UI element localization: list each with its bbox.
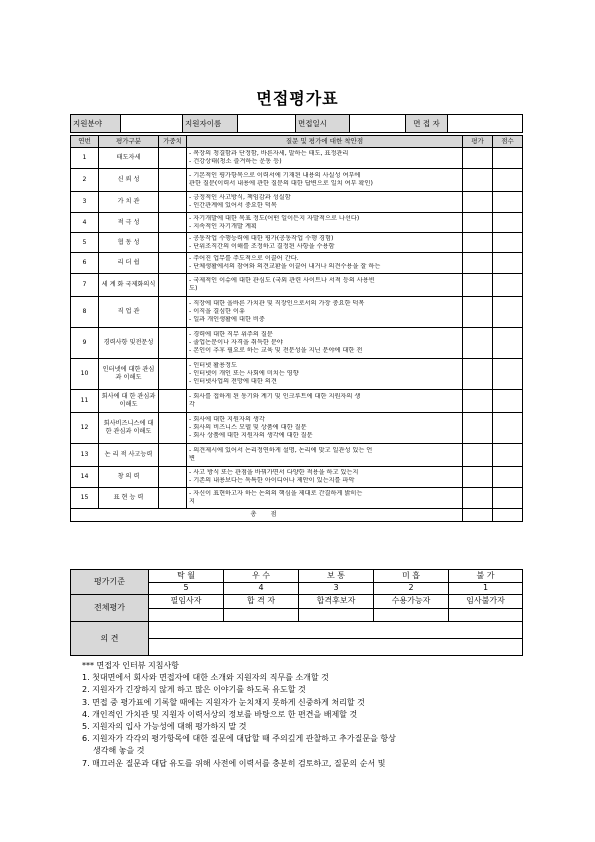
question-line: - 기본적인 평가항목으로 이력서에 기재된 내용의 사실성 여부에	[189, 172, 361, 180]
total-grade[interactable]	[463, 509, 493, 522]
col-item: 평가구분	[99, 136, 159, 148]
item-weight[interactable]	[159, 253, 187, 274]
item-name: 태도자세	[99, 148, 159, 169]
item-questions	[187, 413, 463, 444]
item-name: 직 업 관	[99, 297, 159, 328]
item-weight[interactable]	[159, 148, 187, 169]
item-grade[interactable]	[463, 192, 493, 213]
question-line: 지	[189, 498, 195, 505]
evaluation-row	[71, 274, 523, 297]
evaluation-row	[71, 390, 523, 413]
item-grade[interactable]	[463, 359, 493, 390]
field-label: 지원분야	[71, 115, 121, 133]
guideline-item: 1. 첫대면에서 회사와 면접자에 대한 소개와 지원자의 직무를 소개할 것	[82, 673, 329, 683]
item-weight[interactable]	[159, 169, 187, 192]
interview-guidelines	[82, 660, 522, 770]
item-grade[interactable]	[463, 213, 493, 233]
question-line: - 단체생활에서의 참여와 의견교환을 이끌어 내거나 의견수용을 잘 하는	[189, 263, 381, 270]
col-grade: 평가	[463, 136, 493, 148]
question-line: - 주어진 업무를 주도적으로 이끌어 간다.	[189, 255, 299, 263]
question-line: - 건강상태(청소 즐겨하는 운동 등)	[189, 158, 282, 165]
item-questions	[187, 253, 463, 274]
field-value[interactable]	[121, 115, 183, 133]
item-grade[interactable]	[463, 148, 493, 169]
question-line: - 인터넷사업의 전망에 대한 의견	[189, 377, 277, 385]
evaluation-row	[71, 233, 523, 253]
item-score[interactable]	[493, 253, 523, 274]
guideline-item: 2. 지원자가 긴장하지 않게 하고 많은 이야기를 하도록 유도할 것	[82, 685, 306, 695]
item-number: 9	[71, 328, 99, 359]
interviewer-label: 면 접 자	[406, 115, 448, 133]
item-grade[interactable]	[463, 274, 493, 297]
level-4: 미 흡	[374, 570, 449, 583]
points-5: 1	[449, 582, 523, 595]
item-score[interactable]	[493, 444, 523, 467]
question-line: 도)	[189, 285, 198, 292]
item-questions	[187, 297, 463, 328]
outcome-1[interactable]: 필임사자	[149, 595, 224, 609]
question-line: - 회사를 접하게 된 동기와 계기 및 인크루트에 대한 지원자의 생	[189, 393, 361, 401]
item-questions	[187, 192, 463, 213]
item-grade[interactable]	[463, 467, 493, 488]
item-questions	[187, 148, 463, 169]
item-weight[interactable]	[159, 359, 187, 390]
item-score[interactable]	[493, 359, 523, 390]
item-grade[interactable]	[463, 413, 493, 444]
interviewer-value[interactable]	[448, 115, 523, 133]
question-line: - 국제적인 이슈에 대한 관심도 (국외 관련 사이트나 서적 등의 사용빈	[189, 277, 375, 285]
question-line: - 긍정적인 사고방식, 책임감과 성실함	[189, 194, 291, 202]
item-grade[interactable]	[463, 444, 493, 467]
applicant-info-table	[70, 114, 523, 133]
outcome-5[interactable]: 임사불가자	[449, 595, 523, 609]
guideline-item: 4. 개인적인 가치관 및 지원자 이력서상의 정보를 바탕으로 한 편견을 배제할 것	[82, 709, 358, 719]
question-line: - 인터넷이 개인 또는 사회에 미치는 영향	[189, 370, 299, 378]
item-grade[interactable]	[463, 328, 493, 359]
question-line: 각	[189, 401, 195, 408]
item-number: 1	[71, 148, 99, 169]
guidelines-list	[82, 672, 522, 770]
item-weight[interactable]	[159, 488, 187, 509]
col-questions: 질문 및 평가에 대한 착안점	[187, 136, 463, 148]
col-score: 점수	[493, 136, 523, 148]
item-name: 가 치 관	[99, 192, 159, 213]
evaluation-row	[71, 444, 523, 467]
item-name: 회사비즈니스에 대 한 관심과 이해도	[99, 413, 159, 444]
question-line: - 일과 개인생활에 대한 비중	[189, 315, 265, 323]
guideline-item: 3. 면접 중 평가표에 기록할 때에는 지원자가 눈치채지 못하게 신중하게 처리할 것	[82, 697, 365, 707]
question-line: - 이직을 결심한 이유	[189, 308, 245, 316]
evaluation-row	[71, 328, 523, 359]
item-number: 7	[71, 274, 99, 297]
question-line: - 졸업논문이나 자격을 취득한 분야	[189, 339, 283, 347]
item-questions	[187, 444, 463, 467]
question-line: - 본인이 추후 필요로 하는 교육 및 전문성을 지닌 분야에 대한 전	[189, 346, 363, 354]
item-weight[interactable]	[159, 444, 187, 467]
guidelines-heading: *** 면접자 인터뷰 지침사항	[82, 661, 179, 670]
level-1: 탁 월	[149, 570, 224, 583]
question-line: - 공동작업 수행능력에 대한 평가(공동작업 수행 경험)	[189, 234, 334, 242]
question-line: - 사고 방식 또는 관점을 바꿔가면서 다양한 적용을 하고 있는지	[189, 469, 359, 477]
question-line: - 회사 상품에 대한 지원자의 생각에 대한 질문	[189, 431, 313, 439]
item-questions	[187, 467, 463, 488]
overall-label: 전체평가	[71, 595, 149, 622]
item-name: 창 의 력	[99, 467, 159, 488]
question-line: - 지속적인 자기개발 계획	[189, 222, 257, 230]
item-questions	[187, 233, 463, 253]
guideline-item: 생각해 놓을 것	[93, 746, 145, 756]
level-5: 불 가	[449, 570, 523, 583]
points-4: 2	[374, 582, 449, 595]
item-number: 4	[71, 213, 99, 233]
opinion-lines	[149, 625, 522, 652]
item-score[interactable]	[493, 488, 523, 509]
question-line: - 회사에 대한 지원자의 생각	[189, 416, 265, 424]
guideline-item: 5. 지원자의 입사 가능성에 대해 평가하지 말 것	[82, 722, 247, 732]
item-weight[interactable]	[159, 192, 187, 213]
evaluation-row	[71, 213, 523, 233]
item-score[interactable]	[493, 213, 523, 233]
question-line: - 자기개발에 대한 목표 정도(어떤 일이든지 자발적으로 나선다)	[189, 214, 360, 222]
level-2: 우 수	[224, 570, 299, 583]
points-1: 5	[149, 582, 224, 595]
item-questions	[187, 390, 463, 413]
item-grade[interactable]	[463, 253, 493, 274]
item-score[interactable]	[493, 169, 523, 192]
item-name: 리 더 쉽	[99, 253, 159, 274]
outcome-2[interactable]: 합 격 자	[224, 595, 299, 609]
question-line: - 의견제시에 있어서 논리정연하게 설명, 논리에 맞고 일관성 있는 언	[189, 447, 373, 455]
col-no: 연번	[71, 136, 99, 148]
item-name: 신 뢰 성	[99, 169, 159, 192]
item-name: 협 동 성	[99, 233, 159, 253]
item-name: 인터넷에 대한 관심과 이해도	[99, 359, 159, 390]
outcome-4[interactable]: 수용가능자	[374, 595, 449, 609]
item-grade[interactable]	[463, 488, 493, 509]
level-3: 보 통	[299, 570, 374, 583]
overall-check-4[interactable]	[374, 608, 449, 622]
item-number: 12	[71, 413, 99, 444]
question-line: - 회사의 비즈니스 모델 및 상품에 대한 질문	[189, 424, 307, 432]
item-questions	[187, 359, 463, 390]
item-number: 10	[71, 359, 99, 390]
col-weight: 가중치	[159, 136, 187, 148]
overall-check-3[interactable]	[299, 608, 374, 622]
question-line: - 직장에 대한 올바른 가치관 및 직장인으로서의 가장 중요한 덕목	[189, 300, 365, 308]
question-line: - 인간관계에 있어서 중요한 덕목	[189, 202, 277, 209]
question-line: - 단위조직간의 이해를 조정하고 결정된 사항을 수용함	[189, 242, 335, 250]
name-value[interactable]	[238, 115, 296, 133]
item-name: 논 리 적 사고능력	[99, 444, 159, 467]
evaluation-row	[71, 467, 523, 488]
item-weight[interactable]	[159, 213, 187, 233]
item-weight[interactable]	[159, 233, 187, 253]
total-score[interactable]	[493, 509, 523, 522]
item-name: 적 극 성	[99, 213, 159, 233]
question-line: - 자신이 표현하고자 하는 논의의 핵심을 제대로 간결하게 밝히는	[189, 490, 363, 498]
opinion-field[interactable]	[149, 622, 523, 656]
total-label: 총 점	[71, 509, 463, 522]
opinion-line	[149, 639, 522, 653]
evaluation-row	[71, 253, 523, 274]
item-grade[interactable]	[463, 390, 493, 413]
item-score[interactable]	[493, 192, 523, 213]
opinion-line	[149, 625, 522, 639]
item-score[interactable]	[493, 390, 523, 413]
item-weight[interactable]	[159, 390, 187, 413]
item-score[interactable]	[493, 233, 523, 253]
opinion-label: 의 견	[71, 622, 149, 656]
item-number: 2	[71, 169, 99, 192]
overall-check-2[interactable]	[224, 608, 299, 622]
item-number: 13	[71, 444, 99, 467]
item-score[interactable]	[493, 274, 523, 297]
item-name: 표 현 능 력	[99, 488, 159, 509]
criteria-label: 평가기준	[71, 570, 149, 595]
points-2: 4	[224, 582, 299, 595]
item-weight[interactable]	[159, 297, 187, 328]
guideline-item: 6. 지원자가 각각의 평가항목에 대한 질문에 대답할 때 주의깊게 관찰하고 추가질문을 항상	[82, 734, 396, 744]
item-questions	[187, 488, 463, 509]
evaluation-row	[71, 297, 523, 328]
item-name: 회사에 대 한 관심과 이해도	[99, 390, 159, 413]
item-grade[interactable]	[463, 233, 493, 253]
date-label: 면접일시	[296, 115, 350, 133]
question-line: - 기존의 내용보다는 독특한 아이디어나 제안이 있는지를 파악	[189, 477, 355, 484]
total-row	[71, 509, 523, 522]
evaluation-row	[71, 148, 523, 169]
item-weight[interactable]	[159, 274, 187, 297]
item-number: 15	[71, 488, 99, 509]
name-label: 지원자이름	[183, 115, 238, 133]
evaluation-row	[71, 488, 523, 509]
item-number: 5	[71, 233, 99, 253]
item-number: 3	[71, 192, 99, 213]
item-grade[interactable]	[463, 169, 493, 192]
item-weight[interactable]	[159, 328, 187, 359]
grading-table	[70, 569, 523, 656]
evaluation-row	[71, 413, 523, 444]
evaluation-row	[71, 169, 523, 192]
question-line: - 경력에 대한 직무 위주의 질문	[189, 331, 273, 339]
item-number: 8	[71, 297, 99, 328]
points-3: 3	[299, 582, 374, 595]
item-name: 경력사항 및전문성	[99, 328, 159, 359]
item-weight[interactable]	[159, 413, 187, 444]
page-title: 면접평가표	[256, 89, 339, 108]
item-number: 11	[71, 390, 99, 413]
item-weight[interactable]	[159, 467, 187, 488]
question-line: - 인터넷 활용정도	[189, 362, 238, 370]
item-questions	[187, 213, 463, 233]
overall-check-1[interactable]	[149, 608, 224, 622]
guideline-item: 7. 매끄러운 질문과 대답 유도를 위해 사전에 이력서를 충분히 검토하고, 질문의 순서 및	[82, 758, 386, 768]
item-questions	[187, 169, 463, 192]
item-score[interactable]	[493, 413, 523, 444]
evaluation-row	[71, 359, 523, 390]
item-questions	[187, 328, 463, 359]
overall-check-5[interactable]	[449, 608, 523, 622]
item-number: 14	[71, 467, 99, 488]
item-score[interactable]	[493, 297, 523, 328]
item-name: 세 계 화 국제화의식	[99, 274, 159, 297]
item-score[interactable]	[493, 328, 523, 359]
question-line: 변	[189, 455, 195, 462]
item-score[interactable]	[493, 148, 523, 169]
item-score[interactable]	[493, 467, 523, 488]
item-grade[interactable]	[463, 297, 493, 328]
evaluation-row	[71, 192, 523, 213]
item-number: 6	[71, 253, 99, 274]
date-value[interactable]	[350, 115, 406, 133]
question-line: - 복장의 청결함과 단정함, 바른자세, 말하는 태도, 표정관리	[189, 150, 349, 158]
item-questions	[187, 274, 463, 297]
outcome-3[interactable]: 합격후보자	[299, 595, 374, 609]
question-line: 관한 질문(이력서 내용에 관한 질문의 대한 답변으로 일치 여부 확인)	[189, 180, 373, 187]
evaluation-table	[70, 135, 523, 522]
